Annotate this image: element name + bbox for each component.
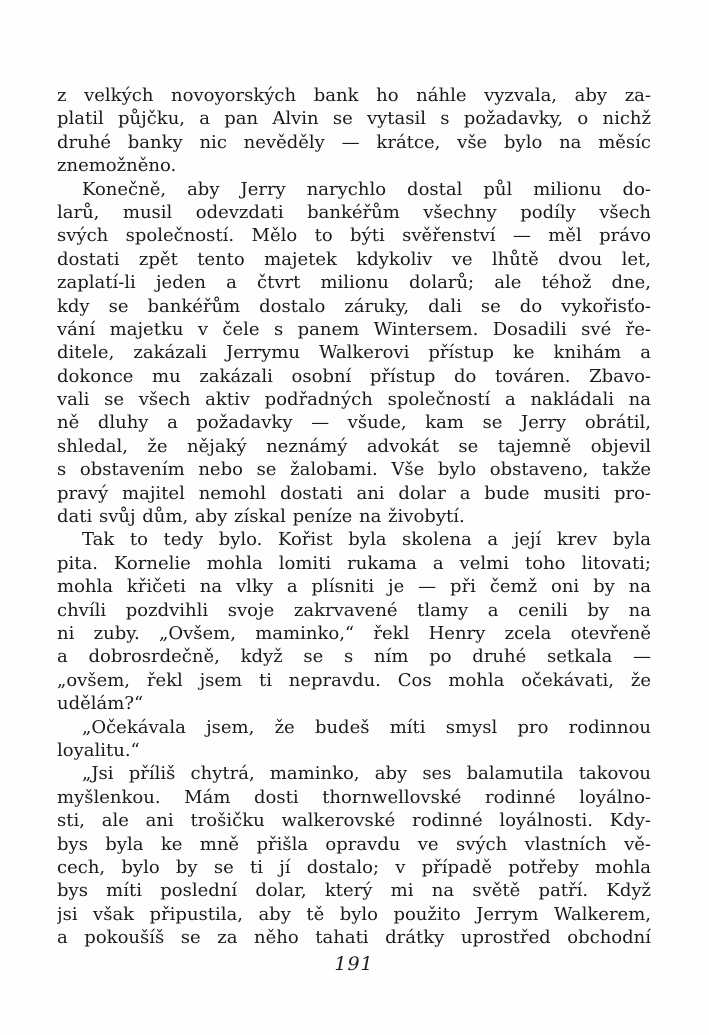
text-line: bys míti poslední dolar, který mi na světě patří. Když bbox=[57, 880, 651, 902]
text-line: Konečně, aby Jerry narychlo dostal půl milionu do- bbox=[82, 178, 651, 200]
text-line: znemožněno. bbox=[57, 155, 177, 177]
text-line: bys byla ke mně přišla opravdu ve svých vlastních vě- bbox=[57, 833, 651, 855]
text-line: z velkých novoyorských bank ho náhle vyzvala, aby za- bbox=[57, 85, 651, 106]
text-line: dokonce mu zakázali osobní přístup do továren. Zbavo- bbox=[57, 365, 651, 387]
text-line: platil půjčku, a pan Alvin se vytasil s požadavky, o nichž bbox=[57, 108, 651, 130]
text-line: Tak to tedy bylo. Kořist byla skolena a její krev byla bbox=[82, 529, 651, 551]
text-line: pravý majitel nemohl dostati ani dolar a bude musiti pro- bbox=[57, 482, 651, 504]
text-line: dostati zpět tento majetek kdykoliv ve lhůtě dvou let, bbox=[57, 248, 651, 270]
text-line: cech, bylo by se ti jí dostalo; v případě potřeby mohla bbox=[57, 856, 651, 878]
text-line: jsi však připustila, aby tě bylo použito Jerrym Walkerem, bbox=[57, 903, 651, 925]
text-line: vání majetku v čele s panem Wintersem. Dosadili své ře- bbox=[57, 318, 651, 340]
text-line: sti, ale ani trošičku walkerovské rodinné loyálnosti. Kdy- bbox=[57, 810, 651, 832]
text-block bbox=[57, 84, 651, 949]
text-line: ni zuby. „Ovšem, maminko,“ řekl Henry zcela otevřeně bbox=[57, 622, 651, 644]
text-line: mohla křičeti na vlky a plísniti je — při čemž oni by na bbox=[57, 576, 651, 598]
text-line: „Očekávala jsem, že budeš míti smysl pro rodinnou bbox=[82, 716, 651, 738]
text-line: svých společností. Mělo to býti svěřenství — měl právo bbox=[57, 225, 651, 247]
text-line: „Jsi příliš chytrá, maminko, aby ses balamutila takovou bbox=[82, 763, 651, 785]
text-line: udělám?“ bbox=[57, 693, 144, 715]
text-line: a pokoušíš se za něho tahati drátky uprostřed obchodní bbox=[57, 927, 651, 949]
text-line: shledal, že nějaký neznámý advokát se tajemně objevil bbox=[57, 435, 651, 457]
text-line: loyalitu.“ bbox=[57, 739, 140, 761]
text-line: vali se všech aktiv podřadných společností a nakládali na bbox=[57, 389, 651, 411]
text-line: druhé banky nic nevěděly — krátce, vše bylo na měsíc bbox=[57, 131, 651, 153]
text-line: pita. Kornelie mohla lomiti rukama a velmi toho litovati; bbox=[57, 552, 651, 574]
text-line: ditele, zakázali Jerrymu Walkerovi přístup ke knihám a bbox=[57, 342, 651, 364]
text-line: chvíli pozdvihli svoje zakrvavené tlamy a cenili by na bbox=[57, 599, 651, 621]
text-line: a dobrosrdečně, když se s ním po druhé setkala — bbox=[57, 646, 651, 668]
text-line: larů, musil odevzdati bankéřům všechny podíly všech bbox=[57, 201, 651, 223]
text-line: ně dluhy a požadavky — všude, kam se Jerry obrátil, bbox=[57, 412, 651, 434]
text-line: dati svůj dům, aby získal peníze na živobytí. bbox=[57, 506, 465, 528]
text-line: zaplatí-li jeden a čtvrt milionu dolarů; ale téhož dne, bbox=[57, 272, 651, 294]
text-line: s obstavením nebo se žalobami. Vše bylo obstaveno, takže bbox=[57, 459, 651, 481]
page-number: 191 bbox=[334, 953, 374, 975]
text-line: „ovšem, řekl jsem ti nepravdu. Cos mohla očekávati, že bbox=[57, 669, 651, 691]
text-line: myšlenkou. Mám dosti thornwellovské rodinné loyálno- bbox=[57, 786, 651, 808]
text-line: kdy se bankéřům dostalo záruky, dali se do vykořisťo- bbox=[57, 295, 651, 317]
